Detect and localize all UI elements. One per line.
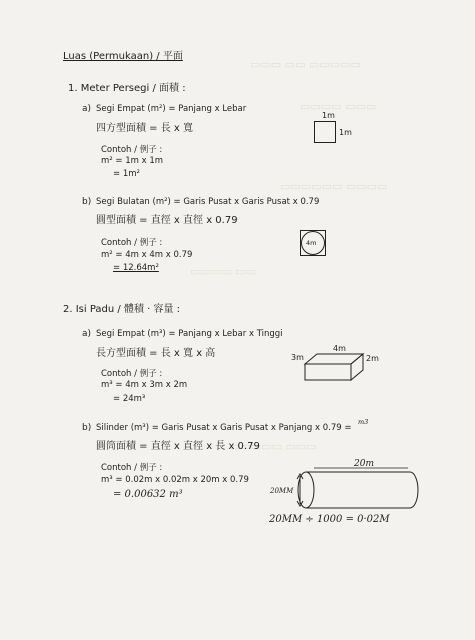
box-top-label: 4m xyxy=(333,344,346,353)
bleed-through-text: ▭▭▭ ▭▭ ▭▭▭▭▭ xyxy=(250,58,361,71)
example-line: m³ = 4m x 3m x 2m xyxy=(101,380,188,390)
example-line: m³ = 0.02m x 0.02m x 20m x 0.79 xyxy=(101,475,249,485)
example-result: = 12.64m² xyxy=(113,263,159,273)
cylinder-diagram xyxy=(292,468,420,512)
formula-handwritten-note: m3 xyxy=(358,418,369,426)
item-marker: b) xyxy=(82,423,92,433)
example-label: Contoh / 例子 : xyxy=(101,463,163,473)
box-left-label: 3m xyxy=(291,353,304,362)
formula-circle-area: Segi Bulatan (m²) = Garis Pusat x Garis Pusat x 0.79 xyxy=(96,197,320,207)
circle-center-label: 4m xyxy=(306,239,317,247)
formula-square-area: Segi Empat (m²) = Panjang x Lebar xyxy=(96,104,247,114)
box-right-label: 2m xyxy=(366,354,379,363)
formula-cylinder-volume: Silinder (m³) = Garis Pusat x Garis Pusat x Panjang x 0.79 = xyxy=(96,423,352,433)
example-line: m² = 4m x 4m x 0.79 xyxy=(101,250,193,260)
formula-box-volume-chinese: 長方型面積 = 長 x 寬 x 高 xyxy=(96,348,216,359)
bleed-through-text: ▭▭▭▭ ▭▭ xyxy=(190,265,256,278)
cylinder-length-label: 20m xyxy=(354,459,374,469)
section-1-title: 1. Meter Persegi / 面積 : xyxy=(68,83,186,94)
formula-cylinder-volume-chinese: 圓筒面積 = 直徑 x 直徑 x 長 x 0.79 xyxy=(96,441,260,452)
example-label: Contoh / 例子 : xyxy=(101,145,163,155)
formula-square-area-chinese: 四方型面積 = 長 x 寬 xyxy=(96,123,194,134)
bleed-through-text: ▭▭▭▭▭ ▭▭▭ xyxy=(230,440,317,453)
example-result-handwritten: = 0.00632 m³ xyxy=(113,489,183,500)
page-heading: Luas (Permukaan) / 平面 xyxy=(63,51,183,62)
square-side-label: 1m xyxy=(339,128,352,137)
box-diagram xyxy=(305,352,365,382)
formula-box-volume: Segi Empat (m³) = Panjang x Lebar x Tinggi xyxy=(96,329,283,339)
bleed-through-text: ▭▭▭▭ ▭▭▭ xyxy=(300,100,377,113)
item-marker: a) xyxy=(82,329,92,339)
square-diagram xyxy=(314,121,336,143)
cylinder-diameter-label: 20MM xyxy=(270,487,294,495)
bleed-through-text: ▭▭▭▭▭▭ ▭▭▭▭ xyxy=(280,180,388,193)
section-2-title: 2. Isi Padu / 體積 · 容量 : xyxy=(63,304,181,315)
example-result: = 24m³ xyxy=(113,394,146,404)
item-marker: a) xyxy=(82,104,92,114)
example-label: Contoh / 例子 : xyxy=(101,238,163,248)
item-marker: b) xyxy=(82,197,92,207)
formula-circle-area-chinese: 圓型面積 = 直徑 x 直徑 x 0.79 xyxy=(96,215,238,226)
example-line: m² = 1m x 1m xyxy=(101,156,164,166)
square-top-label: 1m xyxy=(322,111,335,120)
example-result: = 1m² xyxy=(113,169,140,179)
unit-conversion-note: 20MM ÷ 1000 = 0·02M xyxy=(269,514,390,525)
example-label: Contoh / 例子 : xyxy=(101,369,163,379)
